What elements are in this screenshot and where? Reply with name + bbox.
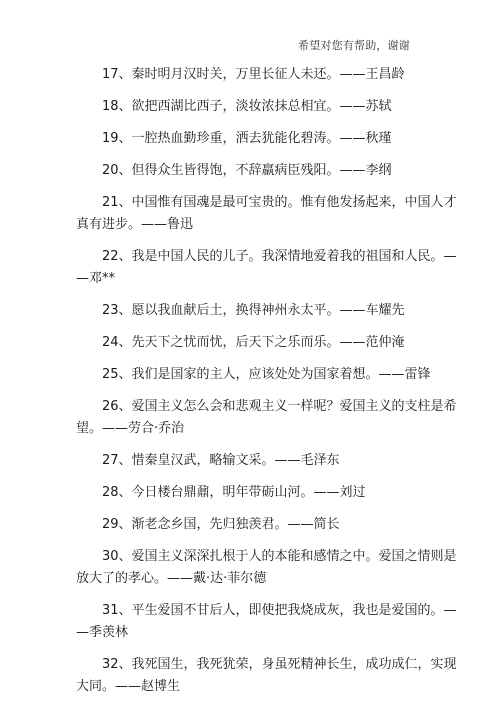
quote-line: 17、秦时明月汉时关，万里长征人未还。——王昌龄 xyxy=(102,67,405,82)
quote-line-continued: 望。——劳合·乔治 xyxy=(76,421,185,436)
quote-item xyxy=(76,64,424,96)
quote-line: 23、愿以我血献后土，换得神州永太平。——车耀先 xyxy=(102,303,405,318)
quote-line-continued: 大同。——赵博生 xyxy=(76,679,181,694)
quote-line: 20、但得众生皆得饱，不辞羸病臣残阳。——李纲 xyxy=(102,163,392,178)
quote-item xyxy=(76,396,457,450)
quote-line: 29、渐老念乡国，先归独羡君。——简长 xyxy=(102,517,340,532)
quote-item xyxy=(76,246,457,300)
quote-line: 21、中国惟有国魂是最可宝贵的。惟有他发扬起来，中国人才 xyxy=(102,195,457,210)
quote-item xyxy=(76,364,431,396)
quote-line: 31、平生爱国不甘后人，即使把我烧成灰，我也是爱国的。— xyxy=(102,603,457,618)
quote-item xyxy=(76,192,457,246)
quote-item xyxy=(76,546,457,600)
quote-line: 19、一腔热血勤珍重，洒去犹能化碧涛。——秋瑾 xyxy=(102,131,392,146)
quote-line-continued: —季羡林 xyxy=(76,625,129,640)
quote-item xyxy=(76,450,424,482)
quote-item xyxy=(76,482,424,514)
quote-line: 24、先天下之忧而忧，后天下之乐而乐。——范仲淹 xyxy=(102,335,405,350)
quote-item xyxy=(76,600,457,654)
quote-line: 22、我是中国人民的儿子。我深情地爱着我的祖国和人民。— xyxy=(102,249,457,264)
quote-line: 28、今日楼台鼎鼐，明年带砺山河。——刘过 xyxy=(102,485,366,500)
header-note: 希望对您有帮助，谢谢 xyxy=(298,39,410,52)
quote-line-continued: 放大了的孝心。——戴·达·菲尔德 xyxy=(76,571,267,586)
quote-item xyxy=(76,128,424,160)
quote-item xyxy=(76,654,457,708)
quote-line: 32、我死国生，我死犹荣，身虽死精神长生，成功成仁，实现 xyxy=(102,657,457,672)
quote-list xyxy=(76,64,457,708)
quote-item xyxy=(76,300,424,332)
quote-item xyxy=(76,514,424,546)
quote-line: 27、惜秦皇汉武，略输文采。——毛泽东 xyxy=(102,453,340,468)
quote-item xyxy=(76,96,424,128)
quote-line: 26、爱国主义怎么会和悲观主义一样呢？爱国主义的支柱是希 xyxy=(102,399,457,414)
quote-line: 18、欲把西湖比西子，淡妆浓抹总相宜。——苏轼 xyxy=(102,99,392,114)
quote-line: 30、爱国主义深深扎根于人的本能和感情之中。爱国之情则是 xyxy=(102,549,457,564)
quote-line: 25、我们是国家的主人，应该处处为国家着想。——雷锋 xyxy=(102,367,431,382)
quote-item xyxy=(76,160,424,192)
quote-item xyxy=(76,332,424,364)
quote-line-continued: 真有进步。——鲁迅 xyxy=(76,217,194,232)
quote-line-continued: —邓** xyxy=(76,271,116,286)
